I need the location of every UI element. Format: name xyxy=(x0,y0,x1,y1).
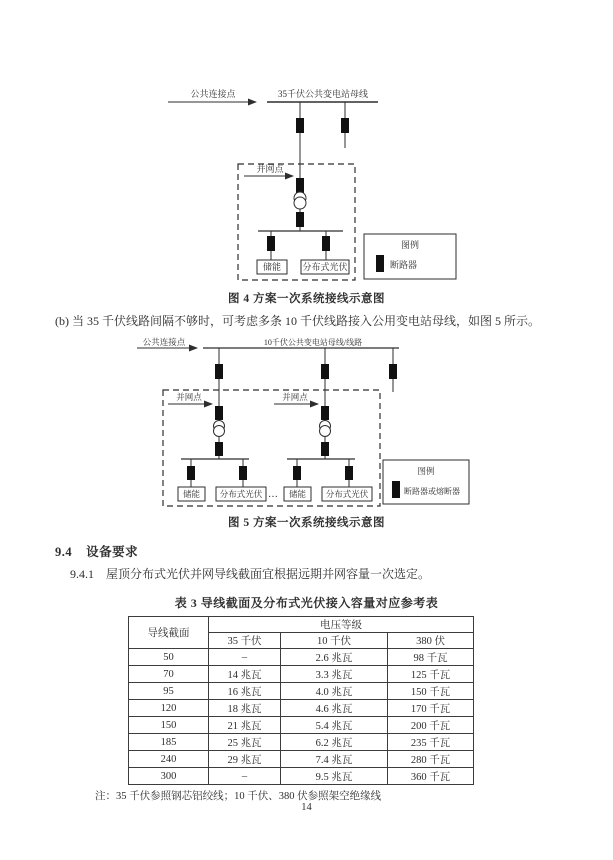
clause-941 xyxy=(70,567,560,582)
transformer-icon xyxy=(320,421,331,437)
fig5-poiA-label: 并网点 xyxy=(176,392,202,402)
fig5-pvA-label: 分布式光伏 xyxy=(219,489,263,499)
fig4-storage-label: 储能 xyxy=(262,262,282,272)
cell-10kv: 6.2 兆瓦 xyxy=(281,734,388,751)
col-header-10kv: 10 千伏 xyxy=(281,633,388,649)
breaker-icon xyxy=(215,406,223,420)
breaker-icon xyxy=(239,466,247,480)
breaker-icon xyxy=(296,212,304,227)
transformer-icon xyxy=(214,421,225,437)
table-row xyxy=(129,768,474,785)
page-number: 14 xyxy=(301,802,312,813)
paragraph-b: (b) 当 35 千伏线路间隔不够时，可考虑多条 10 千伏线路接入公用变电站母线，如图 5 所示。 xyxy=(55,314,540,328)
cell-section: 70 xyxy=(129,666,209,683)
fig5-storageA-label: 储能 xyxy=(182,489,201,499)
cell-380v: 360 千瓦 xyxy=(388,768,474,785)
cell-35kv: 14 兆瓦 xyxy=(209,666,281,683)
cell-380v: 150 千瓦 xyxy=(388,683,474,700)
cell-35kv: 29 兆瓦 xyxy=(209,751,281,768)
cell-section: 150 xyxy=(129,717,209,734)
figure4-diagram xyxy=(160,84,470,289)
cell-35kv: 21 兆瓦 xyxy=(209,717,281,734)
cell-10kv: 4.6 兆瓦 xyxy=(281,700,388,717)
figure5-caption: 图 5 方案一次系统接线示意图 xyxy=(228,517,385,529)
breaker-icon xyxy=(392,481,400,498)
fig4-pv-label: 分布式光伏 xyxy=(302,262,348,272)
table3-note: 注：35 千伏参照钢芯铝绞线；10 千伏、380 伏参照架空绝缘线 xyxy=(95,791,382,802)
cell-section: 300 xyxy=(129,768,209,785)
col-header-35kv: 35 千伏 xyxy=(209,633,281,649)
section-number: 9.4 xyxy=(55,545,73,559)
cell-380v: 98 千瓦 xyxy=(388,649,474,666)
cell-10kv: 3.3 兆瓦 xyxy=(281,666,388,683)
figure5-diagram xyxy=(95,336,480,514)
breaker-icon xyxy=(389,364,397,379)
breaker-icon xyxy=(322,236,330,251)
breaker-icon xyxy=(293,466,301,480)
table-row xyxy=(129,649,474,666)
figure4-caption: 图 4 方案一次系统接线示意图 xyxy=(228,293,385,305)
cell-380v: 200 千瓦 xyxy=(388,717,474,734)
fig5-storageB-label: 储能 xyxy=(288,489,307,499)
table-group-header: 电压等级 xyxy=(209,617,474,633)
table-header-row-1 xyxy=(129,617,474,633)
clause-text: 屋顶分布式光伏并网导线截面宜根据远期并网容量一次选定。 xyxy=(106,567,431,581)
cell-380v: 235 千瓦 xyxy=(388,734,474,751)
section-heading xyxy=(55,542,138,560)
cell-section: 120 xyxy=(129,700,209,717)
cell-380v: 170 千瓦 xyxy=(388,700,474,717)
breaker-icon xyxy=(345,466,353,480)
cell-10kv: 9.5 兆瓦 xyxy=(281,768,388,785)
table3-title: 表 3 导线截面及分布式光伏接入容量对应参考表 xyxy=(174,596,439,610)
breaker-icon xyxy=(321,442,329,456)
table-row xyxy=(129,717,474,734)
breaker-icon xyxy=(296,178,304,193)
fig5-bus-label: 10千伏公共变电站母线/线路 xyxy=(263,338,363,347)
table-row xyxy=(129,683,474,700)
fig5-legend-item-label: 断路器或熔断器 xyxy=(404,487,460,496)
table-row xyxy=(129,751,474,768)
breaker-icon xyxy=(341,118,349,133)
fig5-pvB-label: 分布式光伏 xyxy=(325,489,369,499)
cell-35kv: – xyxy=(209,768,281,785)
table-row xyxy=(129,700,474,717)
breaker-icon xyxy=(376,255,384,272)
cell-380v: 280 千瓦 xyxy=(388,751,474,768)
cell-10kv: 7.4 兆瓦 xyxy=(281,751,388,768)
cell-section: 185 xyxy=(129,734,209,751)
fig4-legend-item-label: 断路器 xyxy=(390,260,418,270)
table-corner-header: 导线截面 xyxy=(129,617,209,649)
fig4-pcc-label: 公共连接点 xyxy=(190,89,236,99)
breaker-icon xyxy=(187,466,195,480)
cell-10kv: 2.6 兆瓦 xyxy=(281,649,388,666)
fig4-legend-title: 图例 xyxy=(400,240,420,250)
clause-number: 9.4.1 xyxy=(70,567,94,581)
breaker-icon xyxy=(215,364,223,379)
breaker-icon xyxy=(296,118,304,133)
table-row xyxy=(129,666,474,683)
table-row xyxy=(129,734,474,751)
cell-35kv: 16 兆瓦 xyxy=(209,683,281,700)
table3 xyxy=(128,616,474,785)
breaker-icon xyxy=(321,406,329,420)
cell-10kv: 4.0 兆瓦 xyxy=(281,683,388,700)
fig4-poi-label: 并网点 xyxy=(256,164,284,174)
cell-380v: 125 千瓦 xyxy=(388,666,474,683)
cell-35kv: 18 兆瓦 xyxy=(209,700,281,717)
fig5-pcc-label: 公共连接点 xyxy=(142,337,186,347)
cell-10kv: 5.4 兆瓦 xyxy=(281,717,388,734)
fig4-bus-label: 35千伏公共变电站母线 xyxy=(277,89,369,99)
fig5-legend-title: 图例 xyxy=(417,466,435,476)
cell-35kv: 25 兆瓦 xyxy=(209,734,281,751)
fig5-poiB-label: 并网点 xyxy=(282,392,308,402)
breaker-icon xyxy=(321,364,329,379)
col-header-380v: 380 伏 xyxy=(388,633,474,649)
fig5-ellipsis: … xyxy=(268,489,278,500)
cell-section: 240 xyxy=(129,751,209,768)
breaker-icon xyxy=(267,236,275,251)
cell-35kv: – xyxy=(209,649,281,666)
transformer-icon xyxy=(294,192,306,209)
cell-section: 95 xyxy=(129,683,209,700)
section-title: 设备要求 xyxy=(86,545,139,559)
breaker-icon xyxy=(215,442,223,456)
cell-section: 50 xyxy=(129,649,209,666)
